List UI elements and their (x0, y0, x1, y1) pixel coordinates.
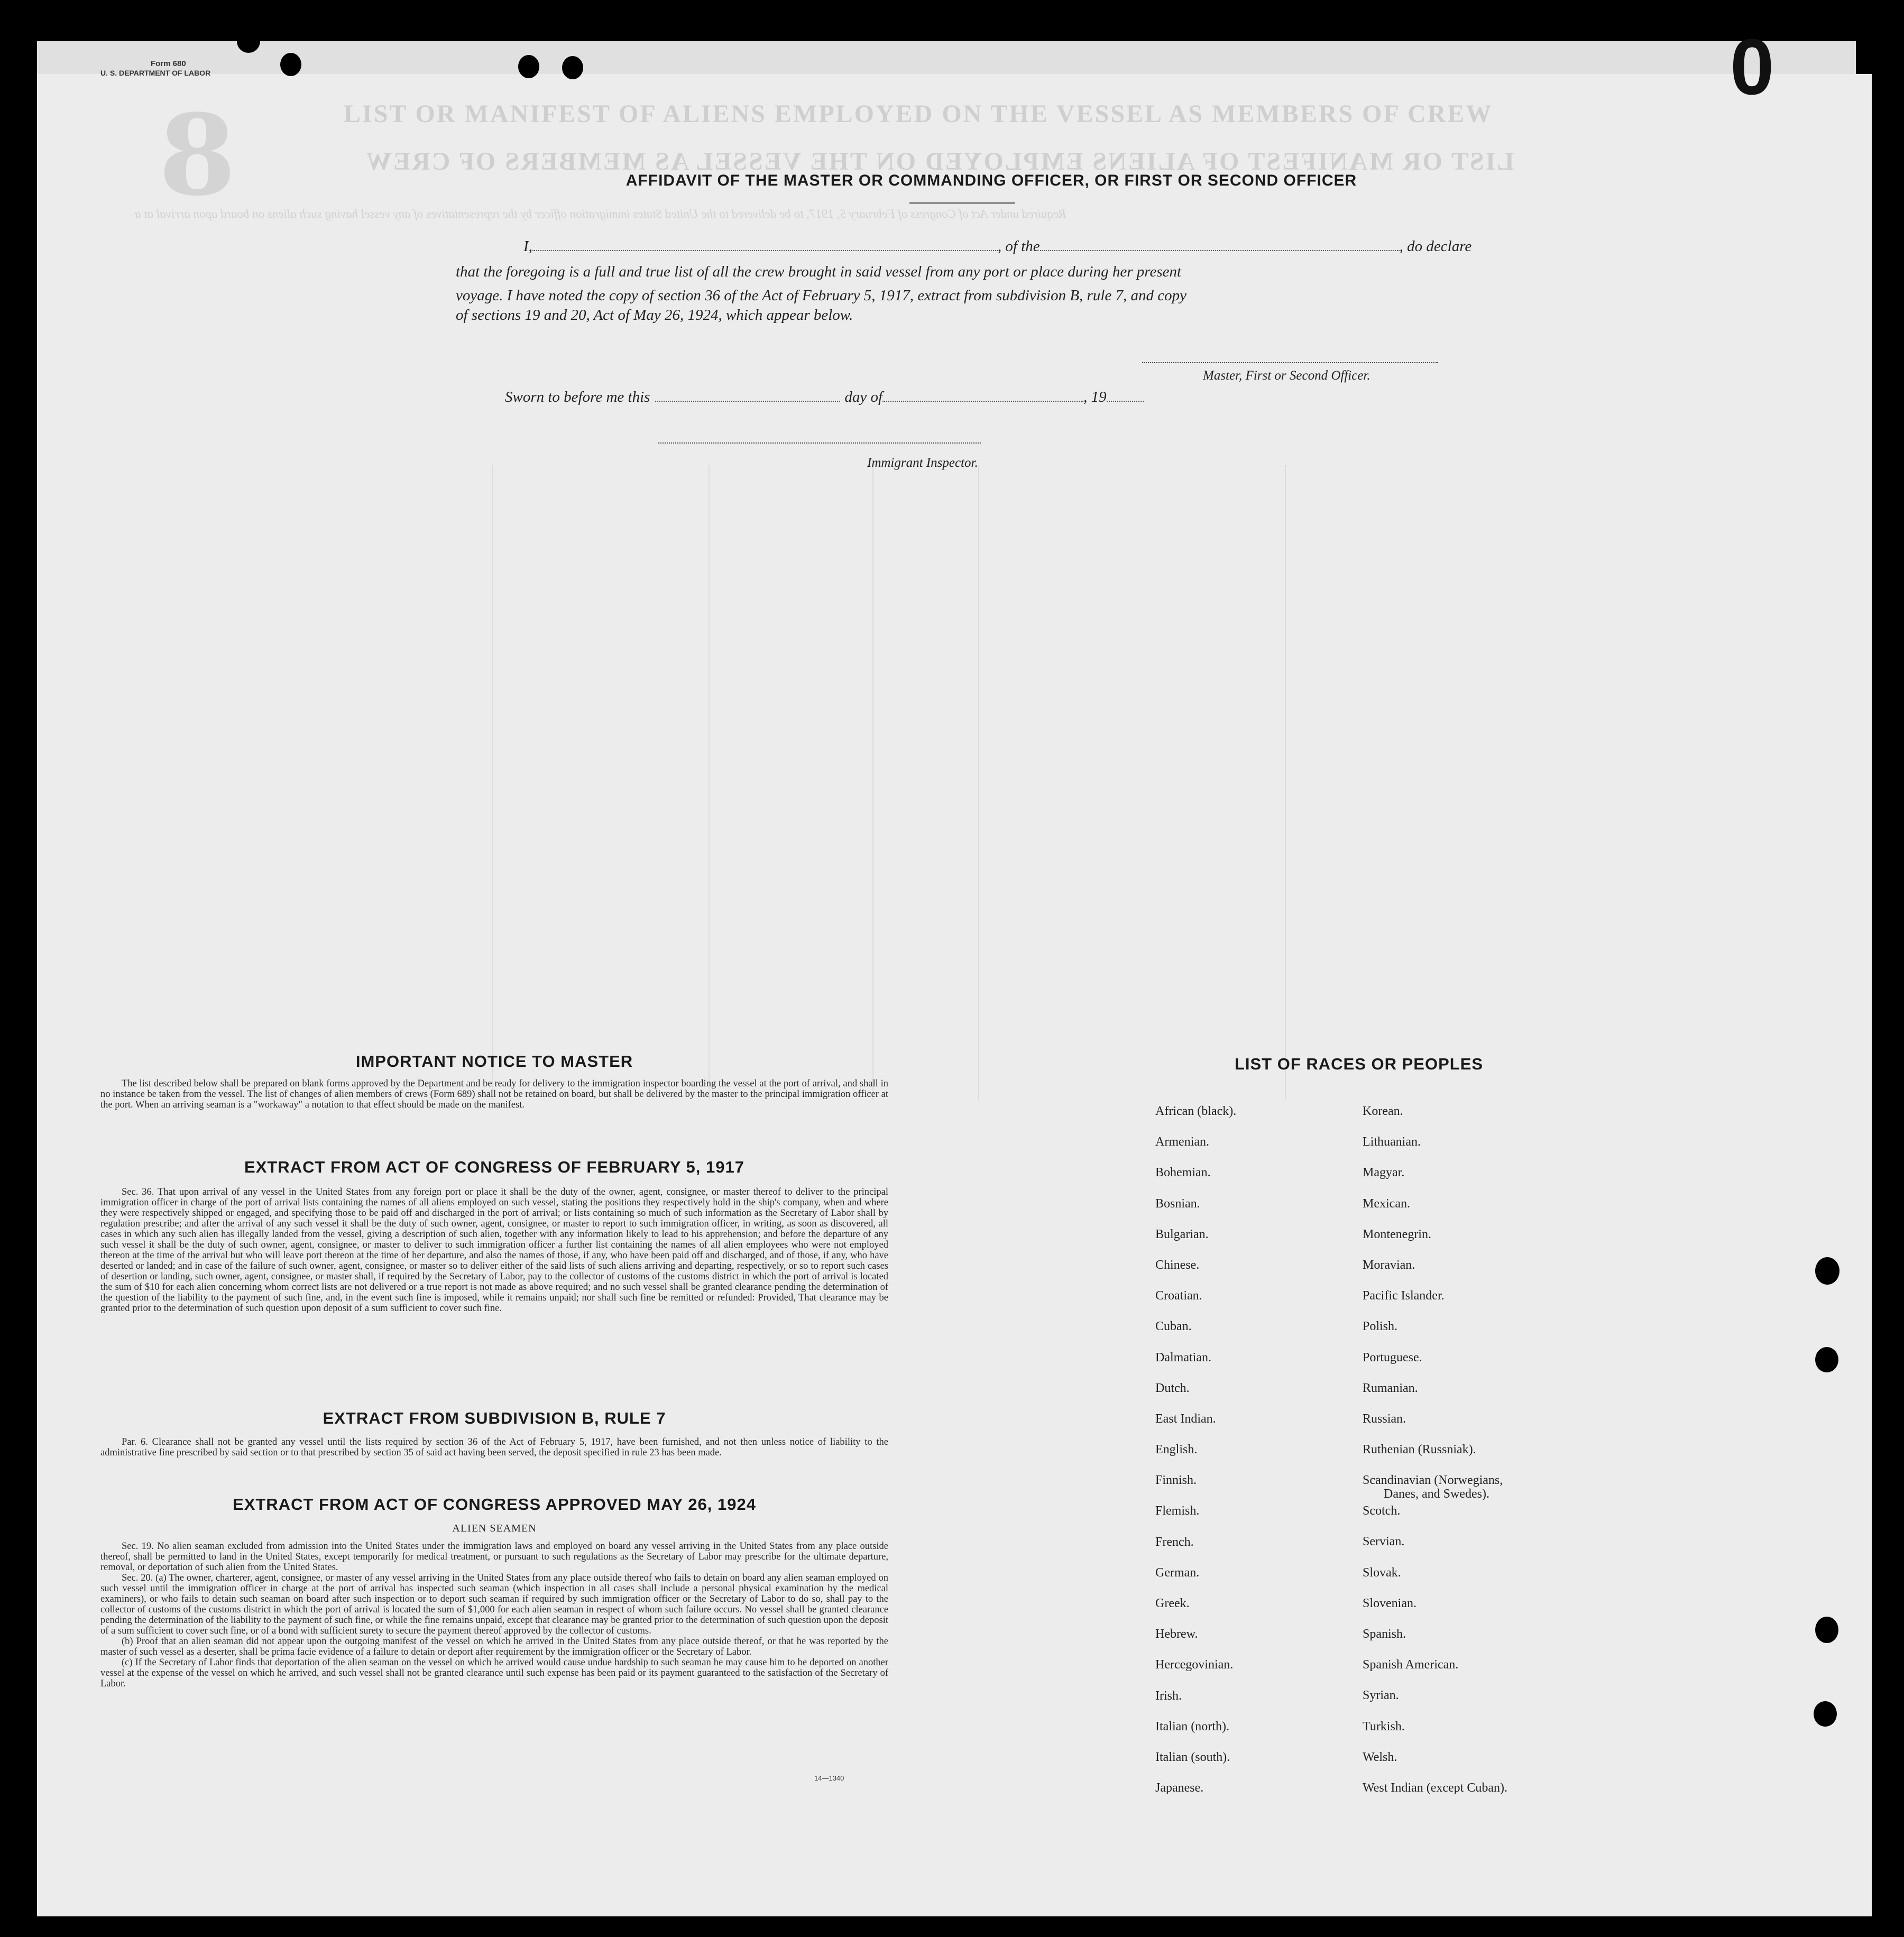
extract-1917-text (100, 1187, 888, 1314)
race-item: Finnish. (1155, 1473, 1197, 1488)
form-number: Form 680 (151, 59, 186, 68)
department-label: U. S. DEPARTMENT OF LABOR (100, 69, 211, 77)
bleed-rule (1285, 465, 1286, 1100)
race-item: Korean. (1363, 1104, 1403, 1118)
race-item: Magyar. (1363, 1166, 1405, 1180)
race-item: Scandinavian (Norwegians, (1363, 1473, 1503, 1488)
affidavit-line-1 (502, 238, 1471, 255)
vessel-name-blank[interactable] (1040, 238, 1400, 251)
bleed-rule (978, 465, 979, 1100)
declare-label: , do declare (1399, 238, 1472, 255)
bleed-title-1: LIST OR MANIFEST OF ALIENS EMPLOYED ON THE VESSEL AS MEMBERS OF CREW (344, 100, 1493, 128)
bleed-title-2: LIST OR MANIFEST OF ALIENS EMPLOYED ON THE VESSEL AS MEMBERS OF CREW (365, 147, 1514, 176)
race-item: German. (1155, 1565, 1200, 1580)
race-item: Hebrew. (1155, 1627, 1198, 1641)
year-prefix: , 19 (1083, 389, 1107, 405)
race-item: Lithuanian. (1363, 1135, 1421, 1149)
race-item: Italian (south). (1155, 1750, 1230, 1764)
sec-20a-paragraph: Sec. 20. (a) The owner, charterer, agent, consignee, or master of any vessel arriving in the United States from any place outside thereof who fails to detain on board any alien seaman employed on such vessel until the immigration officer in charge at the port of arrival has inspected such seaman (which inspection in all cases shall include a personal physical examination by the medical examiners), or who fails to detain such seaman on board after such inspection or to deport such seaman if required by such immigration officer or the Secretary of Labor to do so, shall pay to the collector of customs of the customs district in which the port of arrival is located the sum of $1,000 for each alien seaman in respect of whom such failure occurs. No vessel shall be granted clearance pending the determination of the liability to the payment of such fine, or while the fine remains unpaid, except that clearance may be granted prior to the determination of such question upon the deposit of a sum sufficient to cover such fine, or of a bond with sufficient surety to secure the payment thereof approved by the collector of customs. (100, 1573, 888, 1636)
race-item: English. (1155, 1443, 1198, 1457)
corner-mark: 0 (1730, 22, 1774, 111)
race-item: Montenegrin. (1363, 1227, 1431, 1241)
races-title: LIST OF RACES OR PEOPLES (1234, 1055, 1484, 1073)
punch-hole (1814, 1701, 1837, 1727)
race-item: Turkish. (1363, 1719, 1405, 1733)
race-item: Scotch. (1363, 1504, 1401, 1518)
inspector-caption: Immigrant Inspector. (867, 456, 978, 470)
notice-text (100, 1078, 888, 1110)
race-item: Spanish. (1363, 1627, 1406, 1641)
par-6-paragraph: Par. 6. Clearance shall not be granted any vessel until the lists required by section 36 of the Act of February 5, 1917, have been furnished, and not then unless notice of liability to the administrative fine prescribed by said section or to that prescribed by section 35 of said act having been served, the deposit specified in rule 23 has been made. (100, 1437, 888, 1458)
sec-20c-paragraph: (c) If the Secretary of Labor finds that deportation of the alien seaman on the vessel on which he arrived would cause undue hardship to such seaman he may cause him to be deported on another vessel at the expense of the vessel on which he arrived, and such vessel shall not be granted clearance until such expense has been paid or its payment guaranteed to the satisfaction of the Secretary of Labor. (100, 1657, 888, 1689)
race-item: Bosnian. (1155, 1196, 1200, 1211)
extract-1924-text (100, 1541, 888, 1689)
race-item: Mexican. (1363, 1196, 1410, 1211)
declarant-prefix: I, (523, 238, 532, 255)
notice-title: IMPORTANT NOTICE TO MASTER (355, 1052, 633, 1071)
race-item: Rumanian. (1363, 1381, 1418, 1395)
day-of-label: day of (844, 389, 883, 405)
race-item: Russian. (1363, 1412, 1406, 1426)
race-item: Slovak. (1363, 1565, 1401, 1580)
race-item: Moravian. (1363, 1258, 1415, 1272)
race-item: Polish. (1363, 1320, 1398, 1334)
sworn-year-blank[interactable] (1107, 389, 1144, 402)
master-signature-line[interactable] (1142, 361, 1438, 363)
affidavit-line-3: voyage. I have noted the copy of section 36 of the Act of February 5, 1917, extract from subdivision B, rule 7, and copy (456, 287, 1187, 304)
section-36-paragraph: Sec. 36. That upon arrival of any vessel in the United States from any foreign port or place it shall be the duty of the owner, agent, consignee, or master thereof to deliver to the principal immigration officer in charge of the port of arrival lists containing the names of all aliens employed on such vessel, stating the positions they respectively hold in the ship's company, when and where they were respectively shipped or engaged, and specifying those to be paid off and discharged in the port of arrival; or lists containing so much of such information as the Secretary of Labor shall by regulation prescribe; and after the arrival of any such vessel it shall be the duty of such owner, agent, consignee, or master to report to such immigration officer, in writing, as soon as discovered, all cases in which any such alien has illegally landed from the vessel, giving a description of such alien, together with any information likely to lead to his apprehension; and before the departure of any such vessel it shall be the duty of such owner, agent, consignee, or master to deliver to such immigration officer a further list containing the names of all alien employees who were not employed thereon at the time of the arrival but who will leave port thereon at the time of her departure, and also the names of those, if any, who have been paid off and discharged, and of those, if any, who have deserted or landed; and in case of the failure of such owner, agent, consignee, or master so to deliver either of the said lists of such aliens arriving and departing, respectively, or so to report such cases of desertion or landing, such owner, agent, consignee, or master shall, if required by the Secretary of Labor, pay to the collector of customs of the customs district in which the port of arrival is located the sum of $10 for each alien concerning whom correct lists are not delivered or a true report is not made as above required; and no such vessel shall be granted clearance pending the determination of the question of the liability to the payment of such fine, and, in the event such fine is imposed, while it remains unpaid; nor shall such fine be remitted or refunded: Provided, That clearance may be granted prior to the determination of such question upon deposit of a sum sufficient to cover such fine. (100, 1187, 888, 1314)
bleed-rule (709, 465, 710, 1100)
notice-paragraph: The list described below shall be prepared on blank forms approved by the Department and be ready for delivery to the immigration inspector boarding the vessel at the port of arrival, and shall in no instance be taken from the vessel. The list of changes of alien members of crews (Form 689) shall not be retained on board, but shall be delivered by the master to the principal immigration officer at the port. When an arriving seaman is a "workaway" a notation to that effect should be made on the manifest. (100, 1078, 888, 1110)
race-item: Dalmatian. (1155, 1350, 1211, 1364)
title-underline (909, 202, 1015, 204)
race-item: Japanese. (1155, 1781, 1204, 1795)
race-item: Syrian. (1363, 1689, 1399, 1703)
race-item: Dutch. (1155, 1381, 1190, 1395)
of-the-label: , of the (997, 238, 1040, 255)
race-item: Cuban. (1155, 1320, 1192, 1334)
affidavit-line-2: that the foregoing is a full and true list of all the crew brought in said vessel from any port or place during her present (456, 263, 1182, 280)
bleed-margin-mark: 8 (159, 90, 236, 220)
race-item: Italian (north). (1155, 1719, 1229, 1733)
punch-hole (1815, 1617, 1838, 1643)
alien-seamen-subtitle: ALIEN SEAMEN (452, 1523, 537, 1534)
race-item: East Indian. (1155, 1412, 1216, 1426)
race-item: Spanish American. (1363, 1658, 1459, 1672)
extract-1924-title: EXTRACT FROM ACT OF CONGRESS APPROVED MAY 26, 1924 (233, 1495, 756, 1514)
inspector-signature-line[interactable] (658, 441, 981, 444)
bleed-rule (872, 465, 873, 1100)
race-item: Greek. (1155, 1597, 1190, 1610)
punch-hole (562, 56, 583, 79)
punch-hole (1815, 1257, 1839, 1285)
race-item: Bulgarian. (1155, 1227, 1209, 1241)
sworn-label: Sworn to before me this (505, 389, 650, 405)
sworn-month-blank[interactable] (882, 389, 1083, 402)
race-item: Chinese. (1155, 1258, 1200, 1272)
race-item: Flemish. (1155, 1504, 1200, 1518)
sec-20b-paragraph: (b) Proof that an alien seaman did not appear upon the outgoing manifest of the vessel on which he arrived in the United States from any place outside thereof, or that he was reported by the master of such vessel as a deserter, shall be prima facie evidence of a failure to detain or deport after requirement by the immigration officer or the Secretary of Labor. (100, 1636, 888, 1657)
extract-rule7-title: EXTRACT FROM SUBDIVISION B, RULE 7 (323, 1409, 666, 1427)
bleed-required-line: Required under Act of Congress of February 5, 1917, to be delivered to the United States immigration officer by the representatives of any vessel having such aliens on board upon arrival at a (135, 207, 1066, 220)
punch-hole (237, 30, 260, 53)
race-item: Bohemian. (1155, 1166, 1211, 1180)
print-code: 14—1340 (814, 1774, 844, 1782)
race-item: Croatian. (1155, 1289, 1202, 1303)
race-item: Ruthenian (Russniak). (1363, 1443, 1476, 1457)
affidavit-line-4: of sections 19 and 20, Act of May 26, 1924, which appear below. (456, 307, 853, 324)
punch-hole (518, 55, 539, 78)
races-left-column (1155, 1105, 1356, 1812)
punch-hole (280, 53, 301, 76)
race-item: French. (1155, 1535, 1194, 1549)
race-item: Portuguese. (1363, 1350, 1422, 1364)
bleed-rule (492, 465, 493, 1100)
affidavit-title: AFFIDAVIT OF THE MASTER OR COMMANDING OFFICER, OR FIRST OR SECOND OFFICER (626, 172, 1357, 189)
race-item: Welsh. (1363, 1750, 1397, 1764)
race-item: African (black). (1155, 1104, 1237, 1118)
race-item: Hercegovinian. (1155, 1658, 1234, 1672)
extract-1917-title: EXTRACT FROM ACT OF CONGRESS OF FEBRUARY 5, 1917 (244, 1158, 744, 1176)
extract-rule7-text (100, 1437, 888, 1458)
race-item: Pacific Islander. (1363, 1289, 1445, 1303)
races-right-column (1363, 1105, 1563, 1812)
sec-19-paragraph: Sec. 19. No alien seaman excluded from admission into the United States under the immigration laws and employed on board any vessel arriving in the United States from any place outside thereof, shall be permitted to land in the United States, except temporarily for medical treatment, or pursuant to such regulations as the Secretary of Labor may prescribe for the ultimate departure, removal, or deportation of such alien from the United States. (100, 1541, 888, 1573)
punch-hole (1815, 1347, 1838, 1372)
officer-name-blank[interactable] (532, 238, 998, 251)
race-item: Danes, and Swedes). (1384, 1487, 1489, 1501)
race-item: Servian. (1363, 1535, 1405, 1549)
race-item: Armenian. (1155, 1135, 1209, 1149)
sworn-line (505, 389, 1144, 406)
sworn-day-blank[interactable] (655, 389, 840, 402)
race-item: West Indian (except Cuban). (1363, 1781, 1507, 1795)
race-item: Irish. (1155, 1689, 1182, 1703)
race-item: Slovenian. (1363, 1596, 1416, 1610)
master-caption: Master, First or Second Officer. (1203, 368, 1370, 383)
